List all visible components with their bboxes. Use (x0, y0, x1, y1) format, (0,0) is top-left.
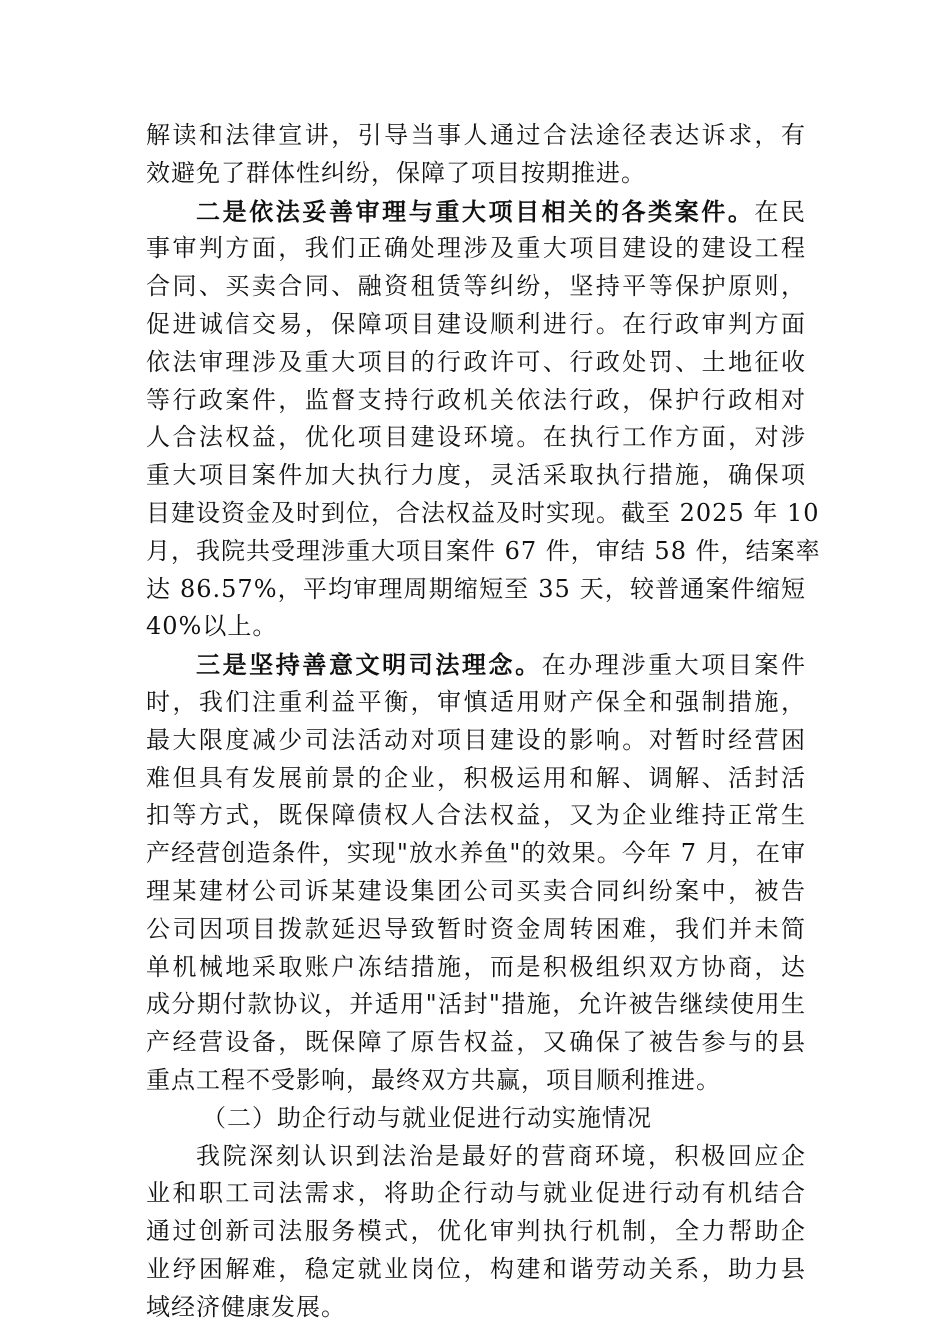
paragraph-line: 业和职工司法需求，将助企行动与就业促进行动有机结合 (146, 1179, 806, 1208)
paragraph-line: 产经营创造条件，实现"放水养鱼"的效果。今年 7 月，在审 (146, 839, 806, 868)
paragraph-line: 合同、买卖合同、融资租赁等纠纷，坚持平等保护原则， (146, 272, 806, 301)
document-body (146, 117, 821, 1327)
paragraph-line: 成分期付款协议，并适用"活封"措施，允许被告继续使用生 (146, 990, 806, 1019)
paragraph-line: 通过创新司法服务模式，优化审判执行机制，全力帮助企 (146, 1217, 806, 1246)
lead-text: 在办理涉重大项目案件 (541, 651, 807, 680)
paragraph-line: 理某建材公司诉某建设集团公司买卖合同纠纷案中，被告 (146, 876, 806, 905)
paragraph-line: 难但具有发展前景的企业，积极运用和解、调解、活封活 (146, 763, 806, 792)
paragraph-line: 最大限度减少司法活动对项目建设的影响。对暂时经营困 (146, 725, 806, 754)
paragraph-line (146, 193, 806, 231)
paragraph-line: 时，我们注重利益平衡，审慎适用财产保全和强制措施， (146, 687, 806, 716)
section-heading: （二）助企行动与就业促进行动实施情况 (202, 1103, 652, 1132)
paragraph-line: 业纾困解难，稳定就业岗位，构建和谐劳动关系，助力县 (146, 1254, 806, 1283)
paragraph-line: 产经营设备，既保障了原告权益，又确保了被告参与的县 (146, 1028, 806, 1057)
paragraph-line: 40%以上。 (146, 612, 278, 641)
paragraph-line: 达 86.57%，平均审理周期缩短至 35 天，较普通案件缩短 (146, 574, 806, 603)
paragraph-line: 人合法权益，优化项目建设环境。在执行工作方面，对涉 (146, 423, 806, 452)
paragraph-line: 重大项目案件加大执行力度，灵活采取执行措施，确保项 (146, 461, 806, 490)
paragraph-line: 依法审理涉及重大项目的行政许可、行政处罚、土地征收 (146, 347, 806, 376)
paragraph-line: 月，我院共受理涉重大项目案件 67 件，审结 58 件，结案率 (146, 536, 821, 565)
paragraph-line: 我院深刻认识到法治是最好的营商环境，积极回应企 (196, 1141, 806, 1170)
bold-lead: 三是坚持善意文明司法理念。 (196, 650, 542, 680)
paragraph-line: 等行政案件，监督支持行政机关依法行政，保护行政相对 (146, 385, 806, 414)
paragraph-line: 促进诚信交易，保障项目建设顺利进行。在行政审判方面 (146, 309, 806, 338)
paragraph-line: 单机械地采取账户冻结措施，而是积极组织双方协商，达 (146, 952, 806, 981)
paragraph-line: 事审判方面，我们正确处理涉及重大项目建设的建设工程 (146, 234, 806, 263)
bold-lead: 二是依法妥善审理与重大项目相关的各类案件。 (196, 196, 755, 226)
paragraph-line: 目建设资金及时到位，合法权益及时实现。截至 2025 年 10 (146, 498, 820, 527)
paragraph-line: 效避免了群体性纠纷，保障了项目按期推进。 (146, 158, 646, 187)
paragraph-line: 解读和法律宣讲，引导当事人通过合法途径表达诉求，有 (146, 121, 806, 149)
paragraph-line (146, 646, 806, 684)
paragraph-line: 域经济健康发展。 (146, 1292, 346, 1321)
paragraph-line: 扣等方式，既保障债权人合法权益，又为企业维持正常生 (146, 801, 806, 830)
lead-text: 在民 (754, 197, 807, 226)
paragraph-line: 公司因项目拨款延迟导致暂时资金周转困难，我们并未简 (146, 914, 806, 943)
paragraph-line: 重点工程不受影响，最终双方共赢，项目顺利推进。 (146, 1065, 721, 1094)
